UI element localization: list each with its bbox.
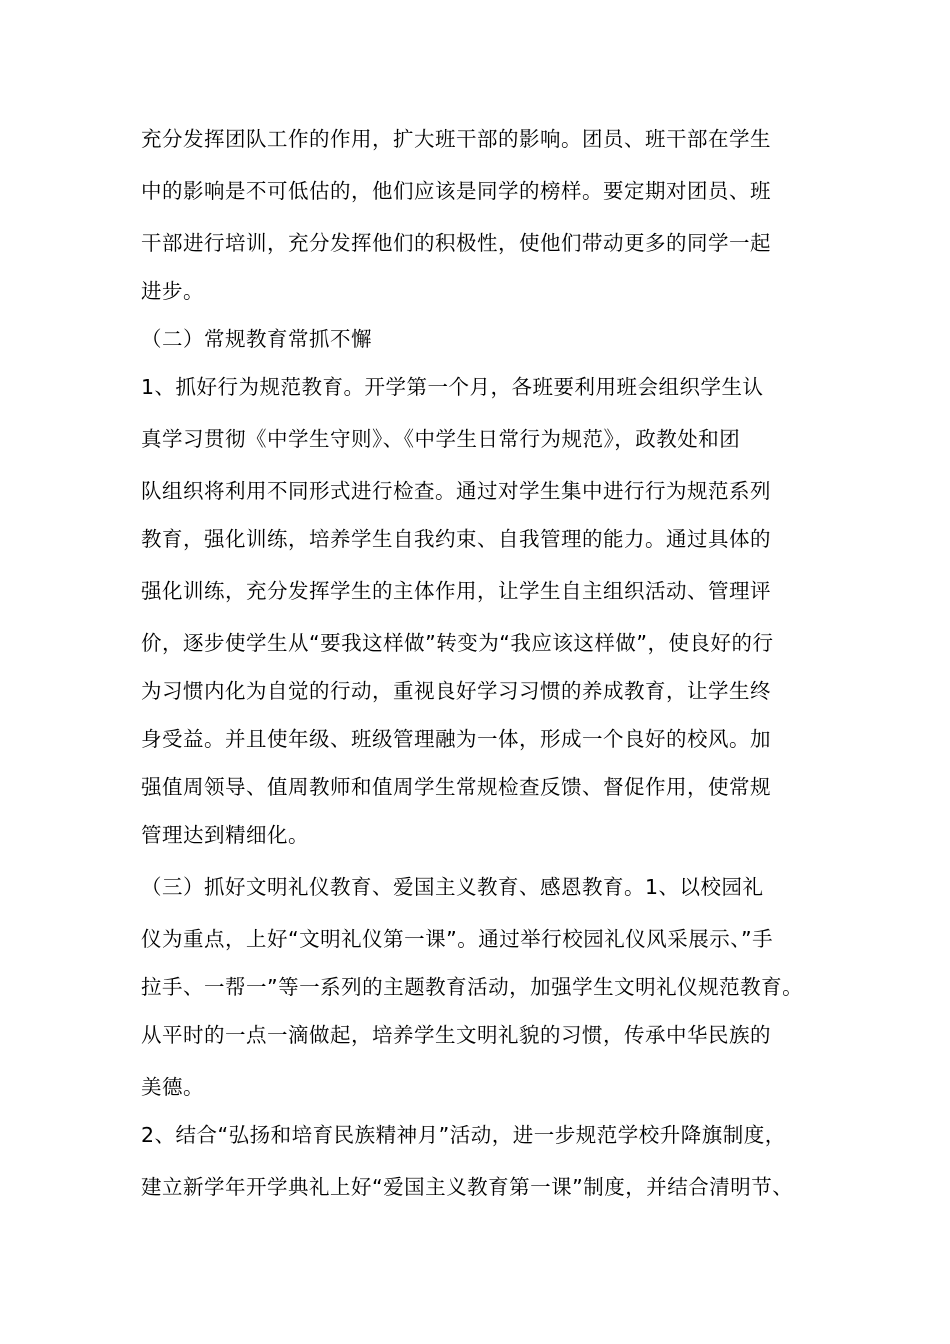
text-line: 教育，强化训练，培养学生自我约束、自我管理的能力。通过具体的 <box>141 527 771 551</box>
text-line: 管理达到精细化。 <box>141 823 309 847</box>
text-line: 价，逐步使学生从“要我这样做”转变为“我应该这样做”，使良好的行 <box>141 631 774 655</box>
text-line: 从平时的一点一滴做起，培养学生文明礼貌的习惯，传承中华民族的 <box>141 1023 771 1047</box>
text-line: 拉手、一帮一”等一系列的主题教育活动，加强学生文明礼仪规范教育。 <box>141 975 804 999</box>
section-heading: （三）抓好文明礼仪教育、爱国主义教育、感恩教育。1、以校园礼 <box>141 875 764 899</box>
text-line: 中的影响是不可低估的，他们应该是同学的榜样。要定期对团员、班 <box>141 179 771 203</box>
text-line: 美德。 <box>141 1075 204 1099</box>
section-heading: （二）常规教育常抓不懈 <box>141 327 372 351</box>
text-line: 充分发挥团队工作的作用，扩大班干部的影响。团员、班干部在学生 <box>141 127 771 151</box>
text-line: 1、抓好行为规范教育。开学第一个月，各班要利用班会组织学生认 <box>141 375 764 399</box>
text-line: 仪为重点，上好“文明礼仪第一课”。通过举行校园礼仪风采展示、”手 <box>141 927 774 951</box>
text-line: 强化训练，充分发挥学生的主体作用，让学生自主组织活动、管理评 <box>141 579 771 603</box>
text-line: 建立新学年开学典礼上好“爱国主义教育第一课”制度，并结合清明节、 <box>141 1175 794 1199</box>
text-line: 队组织将利用不同形式进行检查。通过对学生集中进行行为规范系列 <box>141 479 771 503</box>
text-line: 身受益。并且使年级、班级管理融为一体，形成一个良好的校风。加 <box>141 727 771 751</box>
text-line: 进步。 <box>141 279 204 303</box>
text-line: 真学习贯彻《中学生守则》、《中学生日常行为规范》，政教处和团 <box>141 427 741 451</box>
text-line: 为习惯内化为自觉的行动，重视良好学习习惯的养成教育，让学生终 <box>141 679 771 703</box>
text-line: 强值周领导、值周教师和值周学生常规检查反馈、督促作用，使常规 <box>141 775 771 799</box>
text-line: 2、结合“弘扬和培育民族精神月”活动，进一步规范学校升降旗制度， <box>141 1123 786 1147</box>
text-line: 干部进行培训，充分发挥他们的积极性，使他们带动更多的同学一起 <box>141 231 771 255</box>
